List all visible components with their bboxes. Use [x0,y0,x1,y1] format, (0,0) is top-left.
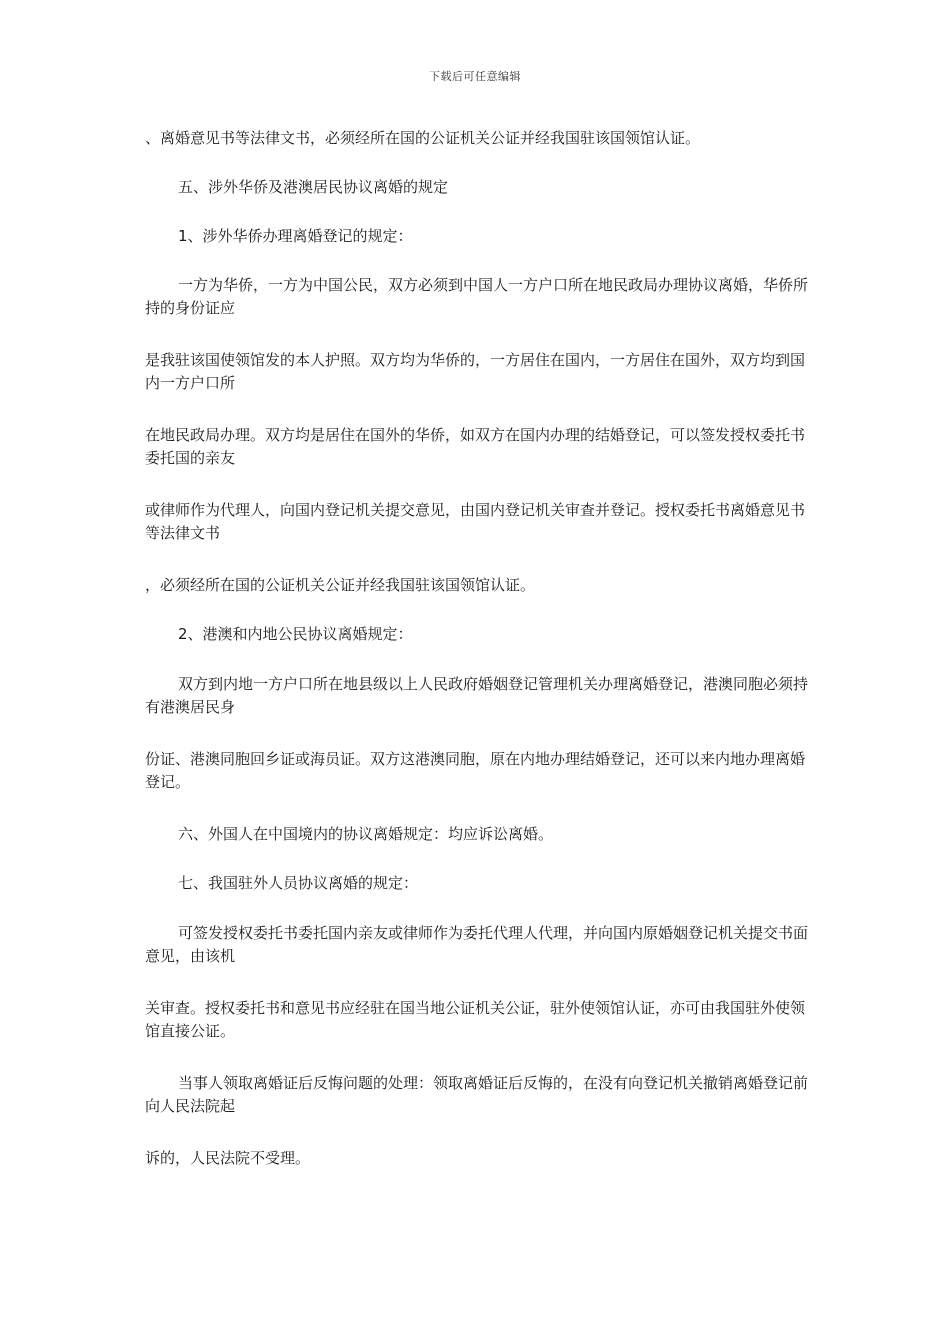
paragraph-6: 或律师作为代理人，向国内登记机关提交意见，由国内登记机关审查并登记。授权委托书离婚意见书等法律文书 [145,501,806,542]
paragraph-15: 当事人领取离婚证后反悔问题的处理：领取离婚证后反悔的，在没有向登记机关撤销离婚登记前向人民法院起 [145,1074,809,1115]
paragraph-0: 、离婚意见书等法律文书，必须经所在国的公证机关公证并经我国驻该国领馆认证。 [145,129,701,147]
paragraph-1: 五、涉外华侨及港澳居民协议离婚的规定 [178,178,449,196]
paragraph-11: 六、外国人在中国境内的协议离婚规定：均应诉讼离婚。 [178,825,554,843]
paragraph-9: 双方到内地一方户口所在地县级以上人民政府婚姻登记管理机关办理离婚登记，港澳同胞必须持有港澳居民身 [145,675,809,716]
paragraph-10: 份证、港澳同胞回乡证或海员证。双方这港澳同胞，原在内地办理结婚登记，还可以来内地办理离婚登记。 [145,750,806,791]
paragraph-5: 在地民政局办理。双方均是居住在国外的华侨，如双方在国内办理的结婚登记，可以签发授权委托书委托国的亲友 [145,426,806,467]
page-header: 下载后可任意编辑 [429,70,521,83]
paragraph-8: 2、港澳和内地公民协议离婚规定： [178,625,413,643]
paragraph-12: 七、我国驻外人员协议离婚的规定： [178,874,419,892]
paragraph-2: 1、涉外华侨办理离婚登记的规定： [178,227,413,245]
paragraph-13: 可签发授权委托书委托国内亲友或律师作为委托代理人代理，并向国内原婚姻登记机关提交书面意见，由该机 [145,924,809,965]
paragraph-3: 一方为华侨，一方为中国公民，双方必须到中国人一方户口所在地民政局办理协议离婚，华侨所持的身份证应 [145,276,809,317]
paragraph-7: ，必须经所在国的公证机关公证并经我国驻该国领馆认证。 [145,576,536,594]
paragraph-14: 关审查。授权委托书和意见书应经驻在国当地公证机关公证，驻外使领馆认证，亦可由我国驻外使领馆直接公证。 [145,999,806,1040]
paragraph-4: 是我驻该国使领馆发的本人护照。双方均为华侨的，一方居住在国内，一方居住在国外，双方均到国内一方户口所 [145,351,806,392]
paragraph-16: 诉的，人民法院不受理。 [145,1149,311,1167]
